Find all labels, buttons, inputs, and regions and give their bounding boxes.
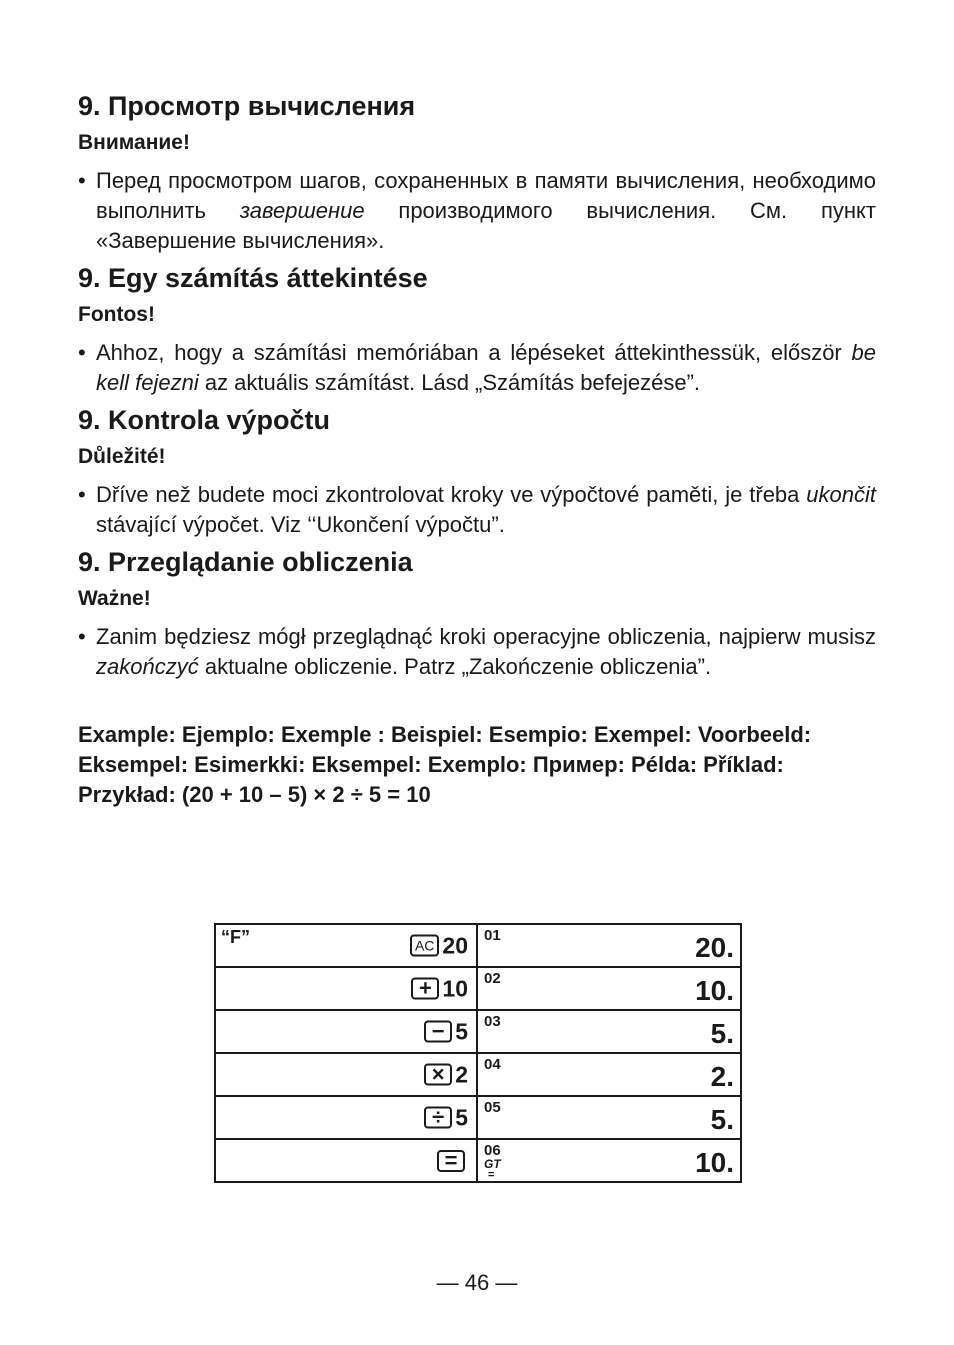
operand: 5 xyxy=(455,1104,468,1130)
calculation-table xyxy=(214,923,742,1183)
table-row xyxy=(215,1096,741,1139)
mode-label: “F” xyxy=(221,927,250,947)
operand: 2 xyxy=(455,1061,468,1087)
minus-key-icon: − xyxy=(424,1021,452,1043)
table-row xyxy=(215,1053,741,1096)
step-number: 02 xyxy=(484,970,501,987)
text-segment: aktualne obliczenie. Patrz „Zakończenie obliczenia”. xyxy=(198,654,712,679)
page-content xyxy=(78,88,876,810)
gt-indicator xyxy=(484,1159,501,1181)
section-heading-hu: 9. Egy számítás áttekintése xyxy=(78,263,428,293)
section-label-cs: Důležité! xyxy=(78,445,166,468)
gt-equals: = xyxy=(488,1169,495,1181)
plus-key-icon: + xyxy=(411,978,439,1000)
text-emphasis: be kell fejezni xyxy=(96,340,876,395)
display-cell xyxy=(477,1010,741,1053)
step-number: 06 xyxy=(484,1142,501,1159)
display-cell xyxy=(477,967,741,1010)
text-segment: stávající výpočet. Viz ‘‘Ukončení výpočtu”. xyxy=(96,512,505,537)
text-emphasis: zakończyć xyxy=(96,654,199,679)
bullet-point: • xyxy=(78,168,86,193)
equals-key-icon: = xyxy=(437,1150,465,1172)
section-text-ru xyxy=(78,166,876,256)
section-text-hu xyxy=(78,338,876,398)
text-emphasis: ukončit xyxy=(806,482,876,507)
page-number: — 46 — xyxy=(436,1270,518,1295)
operand: 20 xyxy=(442,932,468,958)
section-heading-cs: 9. Kontrola výpočtu xyxy=(78,405,331,435)
text-segment: Ahhoz, hogy a számítási memóriában a lépéseket áttekinthessük, először xyxy=(96,340,852,365)
example-line-1: Example: Ejemplo: Exemple : Beispiel: Esempio: Exempel: Voorbeeld: xyxy=(78,722,812,747)
display-cell xyxy=(477,1096,741,1139)
text-segment: Dříve než budete moci zkontrolovat kroky ve výpočtové paměti, je třeba xyxy=(96,482,807,507)
key-cell xyxy=(215,1010,477,1053)
step-number: 03 xyxy=(484,1013,501,1030)
ac-key-icon: AC xyxy=(410,935,439,957)
key-cell xyxy=(215,1096,477,1139)
step-number: 05 xyxy=(484,1099,501,1116)
bullet-point: • xyxy=(78,482,86,507)
bullet-point: • xyxy=(78,340,86,365)
section-heading-pl: 9. Przeglądanie obliczenia xyxy=(78,547,413,577)
example-line-2: Eksempel: Esimerkki: Eksempel: Exemplo: Пример: Példa: Příklad: xyxy=(78,752,784,777)
table-row xyxy=(215,967,741,1010)
display-value: 5. xyxy=(710,1104,734,1135)
display-value: 5. xyxy=(710,1018,734,1049)
text-segment: Перед просмотром шагов, сохраненных в памяти вычисления, необходимо выполнить xyxy=(96,168,876,223)
display-value: 2. xyxy=(710,1061,734,1092)
display-cell xyxy=(477,1139,741,1182)
section-heading-ru: 9. Просмотр вычисления xyxy=(78,91,416,121)
key-cell xyxy=(215,1053,477,1096)
operand: 5 xyxy=(455,1018,468,1044)
gt-label: GT xyxy=(484,1157,501,1171)
text-emphasis: завершение xyxy=(239,198,365,223)
table-row xyxy=(215,924,741,967)
divide-key-icon: ÷ xyxy=(424,1107,452,1129)
section-text-cs xyxy=(78,480,876,540)
step-number: 04 xyxy=(484,1056,501,1073)
display-value: 10. xyxy=(695,975,734,1006)
display-value: 10. xyxy=(695,1147,734,1178)
key-cell xyxy=(215,924,477,967)
section-label-hu: Fontos! xyxy=(78,303,155,326)
key-cell xyxy=(215,967,477,1010)
bullet-point: • xyxy=(78,624,86,649)
display-cell xyxy=(477,1053,741,1096)
step-number: 01 xyxy=(484,927,501,944)
key-cell xyxy=(215,1139,477,1182)
text-segment: az aktuális számítást. Lásd „Számítás befejezése”. xyxy=(198,370,701,395)
text-segment: производимого вычисления. См. пункт «Завершение вычисления». xyxy=(96,198,877,253)
section-label-pl: Ważne! xyxy=(78,587,151,610)
example-line-3: Przykład: (20 + 10 – 5) × 2 ÷ 5 = 10 xyxy=(78,782,431,807)
table-row xyxy=(215,1010,741,1053)
operand: 10 xyxy=(442,975,468,1001)
table-row xyxy=(215,1139,741,1182)
multiply-key-icon: × xyxy=(424,1064,452,1086)
section-text-pl xyxy=(78,622,876,682)
section-label-ru: Внимание! xyxy=(78,131,190,154)
display-cell xyxy=(477,924,741,967)
display-value: 20. xyxy=(695,932,734,963)
example-heading xyxy=(78,720,876,810)
text-segment: Zanim będziesz mógł przeglądnąć kroki operacyjne obliczenia, najpierw musisz xyxy=(96,624,876,649)
